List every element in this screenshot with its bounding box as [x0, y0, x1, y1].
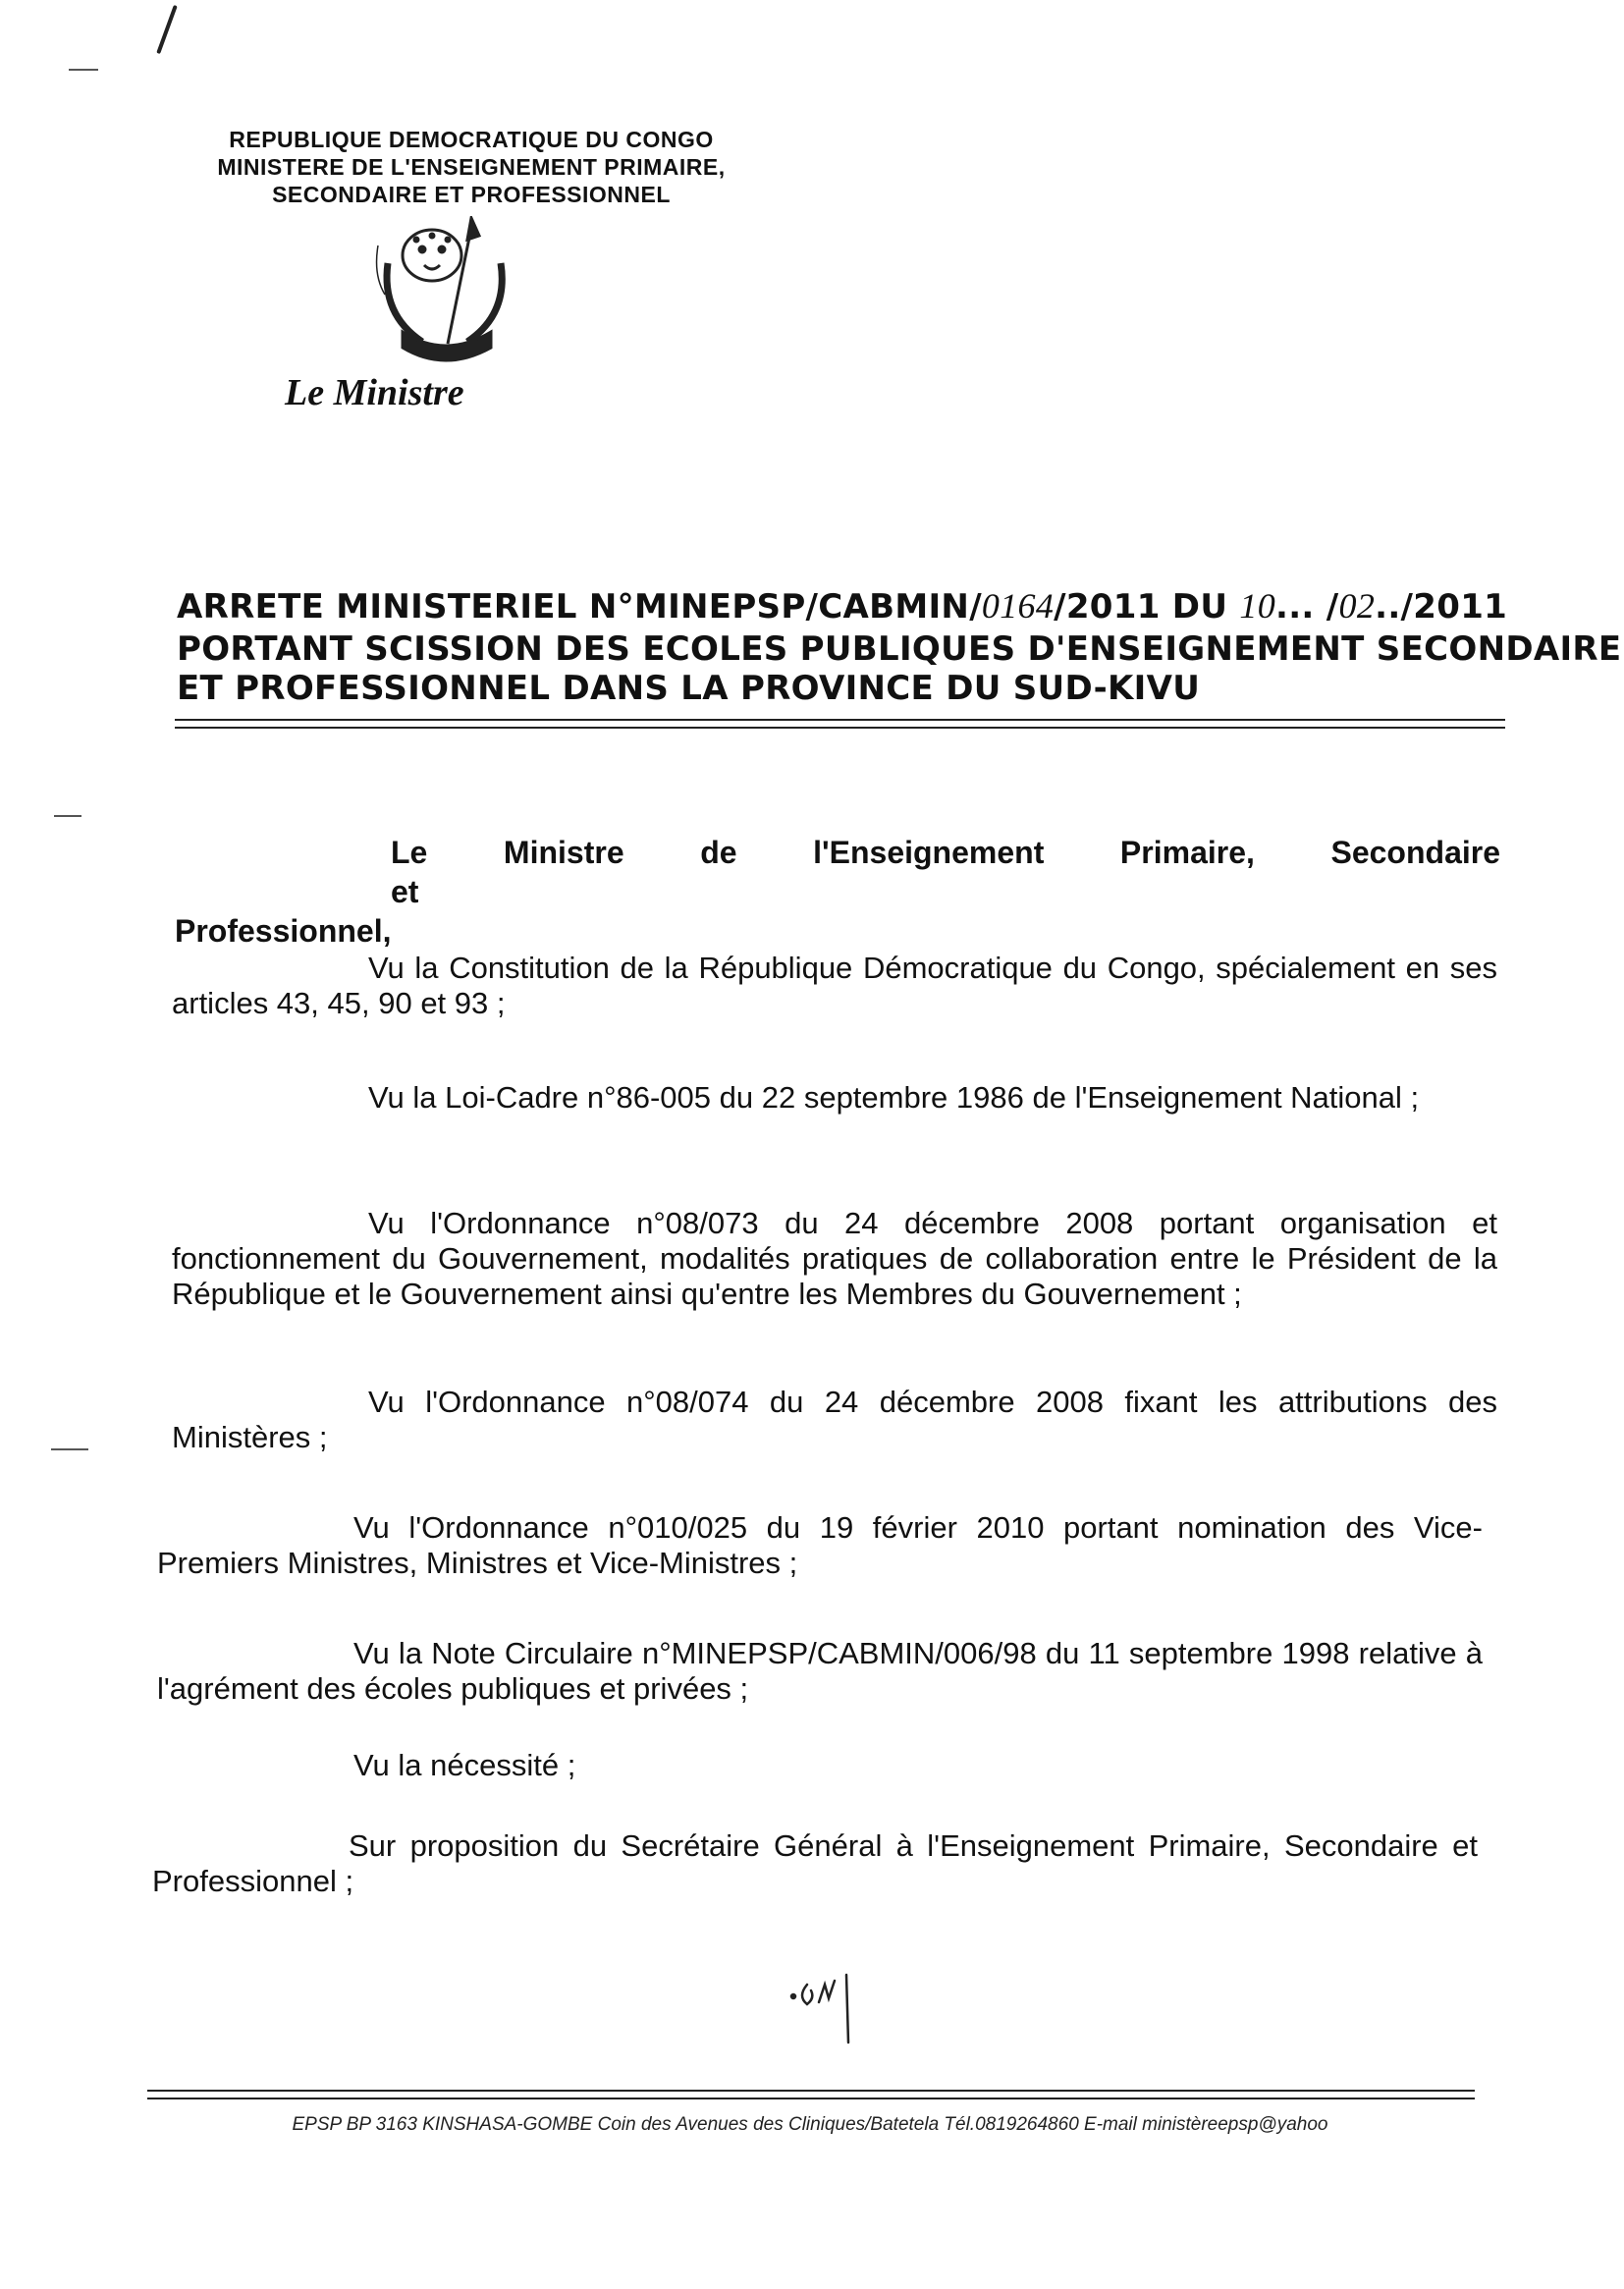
salutation-line2: Professionnel,	[175, 913, 392, 949]
paragraph-necessite	[157, 1748, 1483, 1783]
paragraph-ordonnance-074	[172, 1385, 1497, 1455]
margin-mark	[69, 69, 98, 71]
paragraph-text: Vu l'Ordonnance n°010/025 du 19 février 2010 portant nomination des Vice-Premiers Ministres, Ministres et Vice-Ministres ;	[157, 1510, 1483, 1580]
margin-mark	[54, 815, 81, 817]
decree-title-line3: ET PROFESSIONNEL DANS LA PROVINCE DU SUD-KIVU	[177, 669, 1201, 708]
salutation	[175, 833, 1500, 951]
footer-address: EPSP BP 3163 KINSHASA-GOMBE Coin des Avenues des Cliniques/Batetela Tél.0819264860 E-mail ministèreepsp@yahoo	[292, 2114, 1328, 2135]
paragraph-constitution	[172, 951, 1497, 1021]
paragraph-loi-cadre	[172, 1080, 1497, 1116]
margin-mark	[51, 1448, 88, 1450]
paragraph-ordonnance-025	[157, 1510, 1483, 1581]
paragraph-proposition	[152, 1828, 1478, 1899]
paragraph-text: Vu la Constitution de la République Démocratique du Congo, spécialement en ses articles 43, 45, 90 et 93 ;	[172, 951, 1497, 1020]
decree-year: ../2011	[1375, 587, 1508, 627]
decree-number-handwritten: 0164	[981, 586, 1055, 626]
title-underline	[175, 719, 1505, 729]
coat-of-arms-emblem	[353, 216, 550, 373]
paragraph-text: Vu la nécessité ;	[353, 1748, 576, 1782]
paragraph-ordonnance-073	[172, 1206, 1497, 1312]
paragraph-text: Sur proposition du Secrétaire Général à l'Enseignement Primaire, Secondaire et Professionnel ;	[152, 1828, 1478, 1898]
paragraph-text: Vu la Note Circulaire n°MINEPSP/CABMIN/006/98 du 11 septembre 1998 relative à l'agrément des écoles publiques et privées ;	[157, 1636, 1483, 1706]
pen-stroke-mark	[156, 5, 178, 54]
decree-month-handwritten: 02	[1338, 586, 1376, 626]
decree-title-line2: PORTANT SCISSION DES ECOLES PUBLIQUES D'ENSEIGNEMENT SECONDAIRE	[177, 629, 1622, 669]
decree-title-line1	[177, 585, 1508, 627]
paragraph-text: Vu la Loi-Cadre n°86-005 du 22 septembre 1986 de l'Enseignement National ;	[368, 1080, 1420, 1115]
header-ministry: MINISTERE DE L'ENSEIGNEMENT PRIMAIRE,	[217, 154, 726, 180]
decree-date-sep: ... /	[1275, 587, 1339, 627]
salutation-line1: Le Ministre de l'Enseignement Primaire, Secondaire et	[391, 835, 1500, 909]
paragraph-note-circulaire	[157, 1636, 1483, 1707]
decree-day-handwritten: 10	[1239, 586, 1275, 626]
decree-year-du: /2011 DU	[1054, 587, 1240, 627]
decree-number-prefix: ARRETE MINISTERIEL N°MINEPSP/CABMIN/	[177, 587, 982, 627]
paragraph-text: Vu l'Ordonnance n°08/073 du 24 décembre 2008 portant organisation et fonctionnement du Gouvernement, modalités pratiques de collaboration entre le Président de la République et le Gouvernement ainsi qu'entre les Membres du Gouvernement ;	[172, 1206, 1497, 1311]
header-country: REPUBLIQUE DEMOCRATIQUE DU CONGO	[229, 127, 714, 152]
footer-rule	[147, 2090, 1475, 2099]
paragraph-text: Vu l'Ordonnance n°08/074 du 24 décembre 2008 fixant les attributions des Ministères ;	[172, 1385, 1497, 1454]
header-ministry-cont: SECONDAIRE ET PROFESSIONNEL	[272, 182, 671, 207]
minister-signature-title: Le Ministre	[285, 372, 464, 413]
handwritten-initials	[785, 1969, 864, 2047]
